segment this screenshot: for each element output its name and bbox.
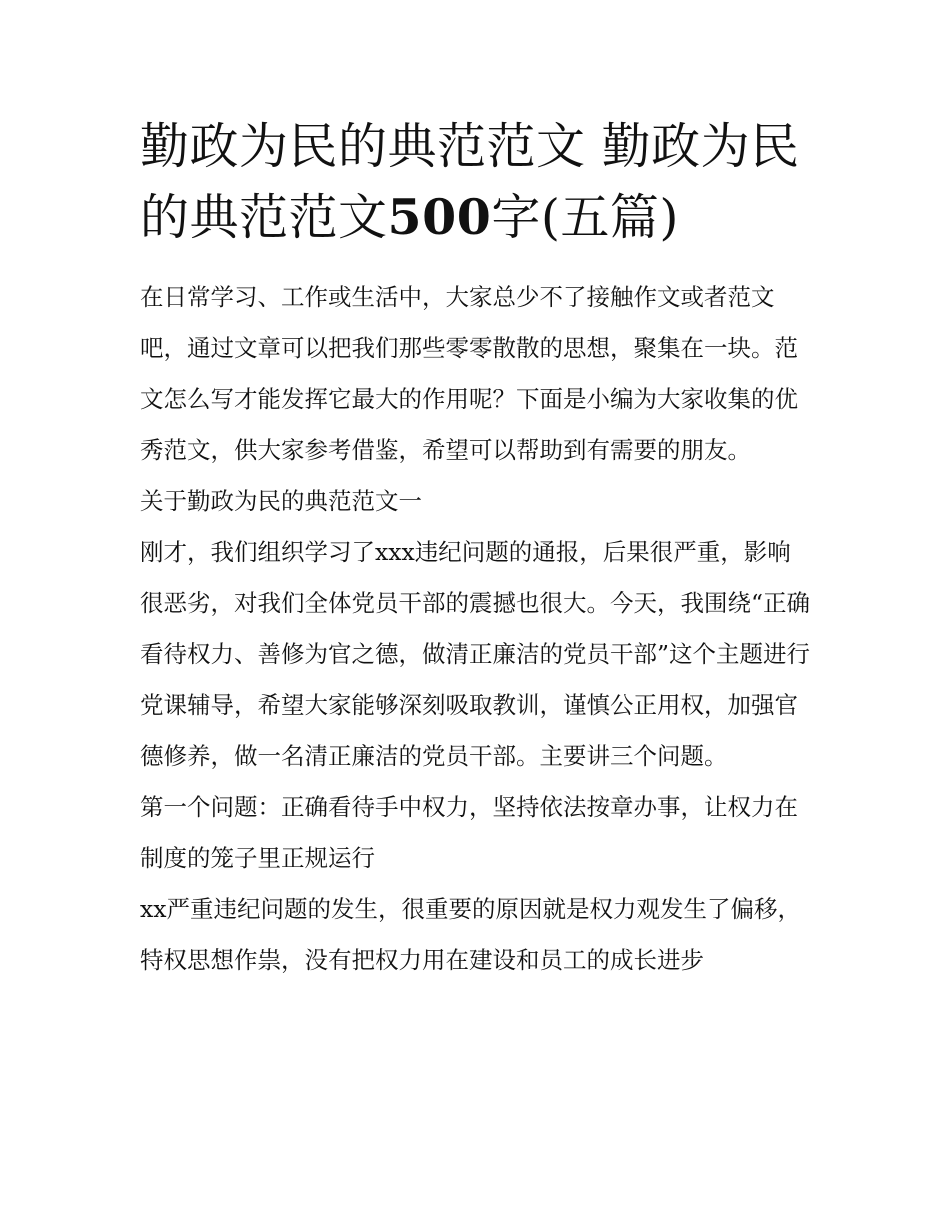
body-paragraph: 刚才，我们组织学习了xxx违纪问题的通报，后果很严重，影响很恶劣，对我们全体党员干部的震撼也很大。今天，我围绕“正确看待权力、善修为官之德，做清正廉洁的党员干部”这个主题进行党课辅导，希望大家能够深刻吸取教训，谨慎公正用权，加强官德修养，做一名清正廉洁的党员干部。主要讲三个问题。 [140,538,811,770]
document-body [140,272,812,986]
section-heading: 关于勤政为民的典范范文一 [140,487,422,515]
body-paragraph: xx严重违纪问题的发生，很重要的原因就是权力观发生了偏移，特权思想作祟，没有把权力用在建设和员工的成长进步 [140,895,802,974]
intro-paragraph: 在日常学习、工作或生活中，大家总少不了接触作文或者范文吧，通过文章可以把我们那些零零散散的思想，聚集在一块。范文怎么写才能发挥它最大的作用呢？下面是小编为大家收集的优秀范文，供大家参考借鉴，希望可以帮助到有需要的朋友。 [140,283,798,464]
document-content [140,112,812,986]
title-number: 500 [387,188,492,246]
title-text: 勤政为民的典范范文 勤政为民的典范范文 [140,118,800,246]
title-suffix [388,189,680,246]
document-title [140,112,812,253]
subsection-heading: 第一个问题：正确看待手中权力，坚持依法按章办事，让权力在制度的笼子里正规运行 [140,793,798,872]
title-text-end: 字(五篇) [491,189,680,246]
